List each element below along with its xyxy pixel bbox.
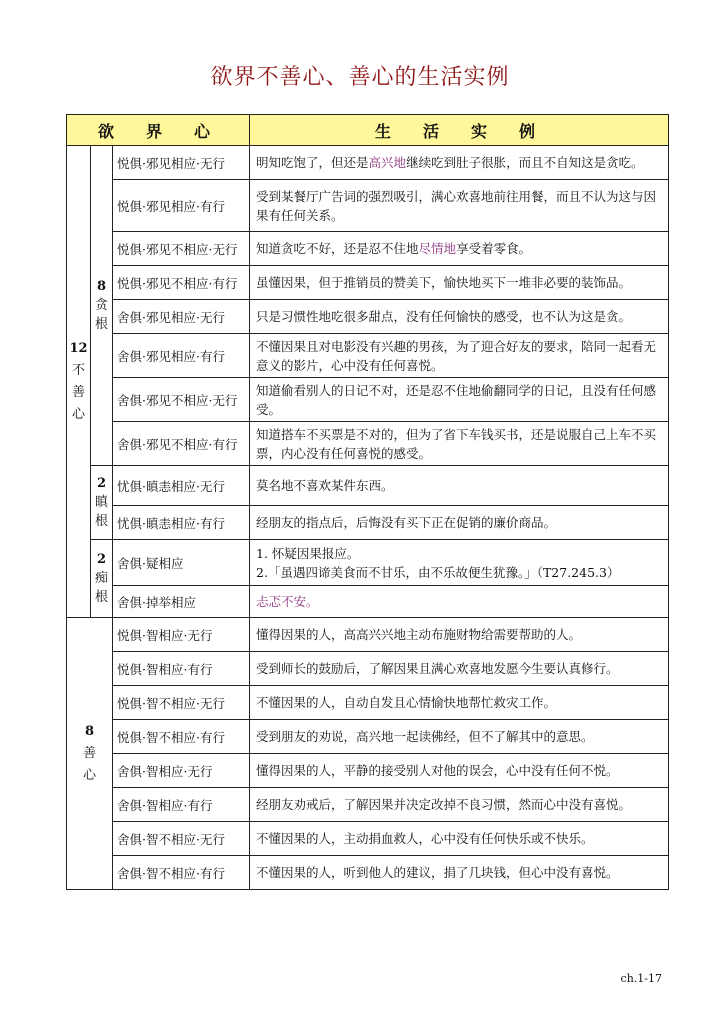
subgroup-char: 痴	[94, 571, 108, 586]
example-pre: 知道搭车不买票是不对的，但为了省下车钱买书，还是说服自己上车不买票，内心没有任何喜悦的感受。	[256, 426, 657, 461]
subgroup-char: 瞋	[94, 495, 108, 510]
example-text	[250, 754, 669, 788]
header-realm-mind: 欲 界 心	[67, 115, 250, 146]
table-row	[67, 378, 669, 422]
mind-name: 舍俱·智相应·有行	[113, 788, 250, 822]
table-row	[67, 466, 669, 506]
example-pre: 经朋友劝戒后，了解因果并决定改掉不良习惯，然而心中没有喜悦。	[256, 797, 632, 812]
group-char: 善	[71, 384, 85, 400]
example-pre: 知道贪吃不好，还是忍不住地	[256, 241, 419, 256]
example-text	[250, 378, 669, 422]
mind-name: 舍俱·智不相应·无行	[113, 822, 250, 856]
mind-name: 舍俱·邪见不相应·无行	[113, 378, 250, 422]
table-row	[67, 540, 669, 586]
example-pre: 虽懂因果，但于推销员的赞美下，愉快地买下一堆非必要的装饰品。	[256, 275, 632, 290]
subgroup-count: 8	[96, 279, 107, 294]
table-row	[67, 586, 669, 618]
page-number: ch.1-17	[620, 972, 662, 985]
example-text	[250, 422, 669, 466]
example-pre: 不懂因果且对电影没有兴趣的男孩，为了迎合好友的要求，陪同一起看无意义的影片，心中没有任何喜悦。	[256, 338, 657, 373]
mind-name: 舍俱·智不相应·有行	[113, 856, 250, 890]
example-text	[250, 788, 669, 822]
subgroup-char: 根	[94, 514, 108, 529]
group-char: 心	[71, 406, 85, 422]
mind-name: 悦俱·邪见相应·无行	[113, 146, 250, 180]
group-unwholesome	[67, 146, 91, 618]
example-pre: 不懂因果的人，听到他人的建议，捐了几块钱，但心中没有喜悦。	[256, 865, 619, 880]
example-text	[250, 652, 669, 686]
example-text	[250, 506, 669, 540]
example-pre: 不懂因果的人，自动自发且心情愉快地帮忙救灾工作。	[256, 695, 557, 710]
example-pre: 受到师长的鼓励后，了解因果且满心欢喜地发愿今生要认真修行。	[256, 661, 619, 676]
example-post: 享受着零食。	[456, 241, 532, 256]
example-text	[250, 334, 669, 378]
header-life-examples: 生 活 实 例	[250, 115, 669, 146]
example-text	[250, 466, 669, 506]
group-char: 不	[71, 362, 85, 378]
example-line: 1. 怀疑因果报应。	[256, 545, 360, 561]
example-pre: 懂得因果的人，平静的接受别人对他的误会，心中没有任何不悦。	[256, 763, 619, 778]
table-row	[67, 822, 669, 856]
mind-name: 舍俱·疑相应	[113, 540, 250, 586]
table-row	[67, 686, 669, 720]
mind-name: 舍俱·掉举相应	[113, 586, 250, 618]
example-pre: 不懂因果的人，主动捐血救人，心中没有任何快乐或不快乐。	[256, 831, 594, 846]
example-text	[250, 146, 669, 180]
table-row	[67, 266, 669, 300]
example-text	[250, 540, 669, 586]
example-text	[250, 822, 669, 856]
table-row	[67, 720, 669, 754]
mind-name: 悦俱·智不相应·无行	[113, 686, 250, 720]
mind-name: 悦俱·智相应·无行	[113, 618, 250, 652]
example-highlight: 忐忑不安。	[256, 594, 319, 609]
example-text	[250, 856, 669, 890]
group-count: 8	[84, 723, 95, 739]
example-pre: 只是习惯性地吃很多甜点，没有任何愉快的感受，也不认为这是贪。	[256, 309, 632, 324]
example-text	[250, 232, 669, 266]
subgroup-hatred	[91, 466, 113, 540]
subgroup-delusion	[91, 540, 113, 618]
mind-examples-table	[66, 114, 669, 890]
example-post: 继续吃到肚子很胀，而且不自知这是贪吃。	[406, 155, 644, 170]
group-char: 心	[82, 767, 96, 783]
mind-name: 舍俱·邪见不相应·有行	[113, 422, 250, 466]
mind-name: 悦俱·智不相应·有行	[113, 720, 250, 754]
page-title: 欲界不善心、善心的生活实例	[210, 65, 510, 90]
table-header-row	[67, 115, 669, 146]
example-pre: 受到某餐厅广告词的强烈吸引，满心欢喜地前往用餐，而且不认为这与因果有任何关系。	[256, 188, 657, 223]
mind-name: 悦俱·邪见相应·有行	[113, 180, 250, 232]
subgroup-char: 贪	[94, 298, 108, 313]
mind-name: 忧俱·瞋恚相应·有行	[113, 506, 250, 540]
table-row	[67, 300, 669, 334]
table-row	[67, 652, 669, 686]
subgroup-count: 2	[96, 476, 107, 491]
table-row	[67, 422, 669, 466]
example-pre: 明知吃饱了，但还是	[256, 155, 369, 170]
example-text	[250, 180, 669, 232]
example-pre: 受到朋友的劝说，高兴地一起读佛经，但不了解其中的意思。	[256, 729, 594, 744]
example-text	[250, 720, 669, 754]
table-row	[67, 618, 669, 652]
mind-name: 舍俱·邪见相应·无行	[113, 300, 250, 334]
mind-name: 悦俱·邪见不相应·有行	[113, 266, 250, 300]
example-pre: 经朋友的指点后，后悔没有买下正在促销的廉价商品。	[256, 515, 557, 530]
mind-name: 悦俱·邪见不相应·无行	[113, 232, 250, 266]
example-highlight: 尽情地	[418, 241, 457, 256]
table-row	[67, 180, 669, 232]
table-row	[67, 232, 669, 266]
example-text	[250, 300, 669, 334]
table-row	[67, 334, 669, 378]
example-text	[250, 686, 669, 720]
mind-name: 忧俱·瞋恚相应·无行	[113, 466, 250, 506]
table-row	[67, 788, 669, 822]
example-pre: 知道偷看别人的日记不对，还是忍不住地偷翻同学的日记，且没有任何感受。	[256, 382, 657, 417]
example-pre: 莫名地不喜欢某件东西。	[256, 478, 394, 493]
subgroup-char: 根	[94, 590, 108, 605]
example-line: 2.「虽遇四谛美食而不甘乐，由不乐故便生犹豫。」（T27.245.3）	[256, 564, 620, 580]
example-text	[250, 266, 669, 300]
subgroup-count: 2	[96, 552, 107, 567]
mind-name: 舍俱·智相应·无行	[113, 754, 250, 788]
example-text	[250, 586, 669, 618]
mind-name: 舍俱·邪见相应·有行	[113, 334, 250, 378]
table-row	[67, 754, 669, 788]
table-row	[67, 506, 669, 540]
mind-name: 悦俱·智相应·有行	[113, 652, 250, 686]
example-text	[250, 618, 669, 652]
subgroup-char: 根	[94, 317, 108, 332]
table-row	[67, 146, 669, 180]
group-count: 12	[69, 340, 88, 356]
example-pre: 懂得因果的人，高高兴兴地主动布施财物给需要帮助的人。	[256, 627, 582, 642]
example-highlight: 高兴地	[368, 155, 407, 170]
group-wholesome	[67, 618, 113, 890]
table-row	[67, 856, 669, 890]
group-char: 善	[82, 745, 96, 761]
subgroup-greed	[91, 146, 113, 466]
